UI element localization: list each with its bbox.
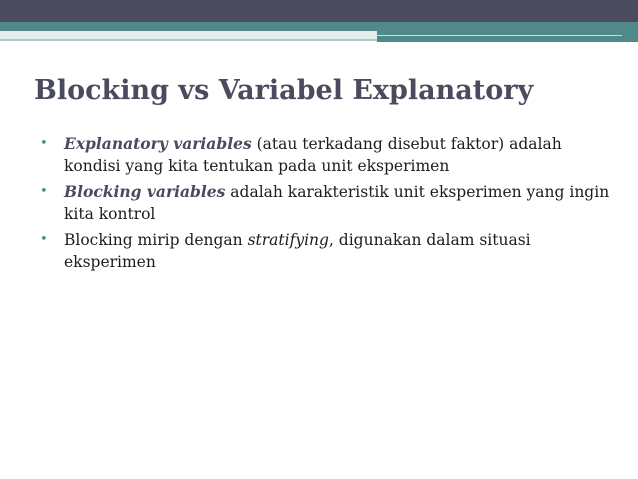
header-accent-line	[377, 35, 622, 36]
bullet-term: Explanatory variables	[64, 134, 252, 153]
bullet-icon: •	[40, 232, 48, 247]
header-band-teal	[0, 22, 638, 31]
bullet-text: (atau terkadang disebut faktor) adalah kondisi yang kita tentukan pada unit eksperimen	[64, 135, 562, 175]
header-band-dark	[0, 0, 638, 22]
bullet-term: Blocking variables	[64, 182, 226, 201]
bullet-item-explanatory	[40, 133, 620, 177]
bullet-text-pre: Blocking mirip dengan	[64, 231, 248, 249]
slide-title: Blocking vs Variabel Explanatory	[34, 75, 534, 106]
header-accent-block	[377, 31, 638, 42]
bullet-icon: •	[40, 136, 48, 151]
bullet-icon: •	[40, 184, 48, 199]
bullet-emphasis: stratifying	[247, 231, 329, 249]
bullet-text-post: , digunakan dalam situasi eksperimen	[64, 231, 531, 271]
bullet-item-blocking	[40, 181, 620, 225]
bullet-list	[40, 133, 620, 277]
bullet-text: adalah karakteristik unit eksperimen yang ingin kita kontrol	[64, 183, 610, 223]
bullet-item-stratifying	[40, 229, 620, 273]
